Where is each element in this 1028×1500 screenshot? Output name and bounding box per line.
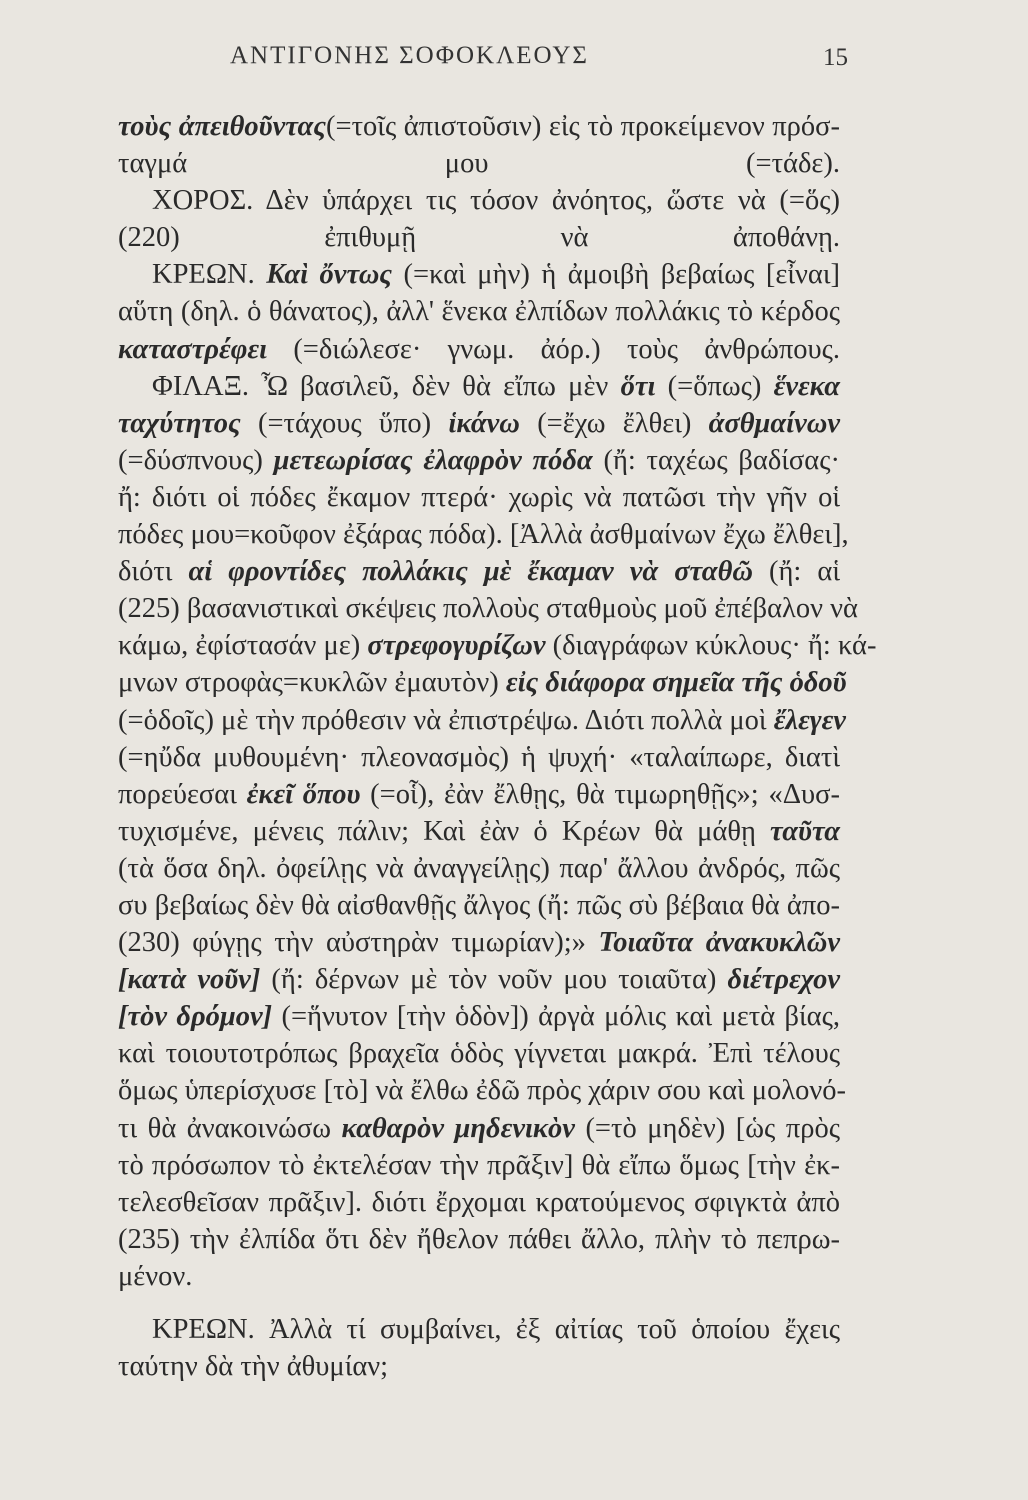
text-line (118, 850, 840, 887)
lemma-phrase: διέτρεχον (727, 964, 840, 996)
text-segment: (=ἥνυτον [τὴν ὁδὸν]) ἀργὰ μόλις καὶ μετὰ βίας, (272, 1001, 840, 1033)
text-segment: συ βεβαίως δὲν θὰ αἰσθανθῇς ἄλγος (ἤ: πῶς σὺ βέβαια θὰ ἀπο- (118, 889, 840, 921)
lemma-phrase: καθαρὸν μηδενικὸν (341, 1112, 575, 1144)
text-segment: (230) φύγῃς τὴν αὐστηρὰν τιμωρίαν);» (118, 927, 599, 959)
text-line (118, 1072, 847, 1109)
text-segment: (ἤ: δέρνων μὲ τὸν νοῦν μου τοιαῦτα) (260, 964, 728, 996)
text-line (118, 627, 877, 664)
text-segment: τελεσθεῖσαν πρᾶξιν]. διότι ἔρχομαι κρατούμενος σφιγκτὰ ἀπὸ (118, 1186, 840, 1218)
lemma-phrase: [τὸν δρόμον] (118, 1001, 273, 1033)
text-segment: μένον. (118, 1260, 193, 1292)
text-segment: τὸ πρόσωπον τὸ ἐκτελέσαν τὴν πρᾶξιν] θὰ εἴπω ὅμως [τὴν ἐκ- (118, 1149, 840, 1181)
commentary-text (118, 108, 877, 1385)
text-line (118, 1348, 840, 1385)
lemma-phrase: ἐκεῖ ὅπου (246, 778, 361, 810)
text-segment: καὶ τοιουτοτρόπως βραχεῖα ὁδὸς γίγνεται μακρά. Ἐπὶ τέλους (118, 1038, 840, 1070)
lemma-phrase: τοὺς ἀπειθοῦντας (118, 111, 327, 142)
text-line (118, 998, 840, 1035)
text-segment: (=δύσπνους) (118, 444, 274, 476)
text-segment: (=ὅπως) (655, 370, 774, 402)
lemma-phrase: [κατὰ νοῦν] (118, 964, 261, 996)
text-line (118, 219, 840, 256)
text-line (118, 1147, 840, 1184)
text-segment: (=ηὔδα μυθουμένη· πλεονασμὸς) ἡ ψυχή· «ταλαίπωρε, διατὶ (118, 741, 840, 773)
page-number: 15 (823, 44, 848, 71)
text-line (118, 516, 849, 553)
text-segment: ΦΙΛΑΞ. Ὦ βασιλεῦ, δὲν θὰ εἴπω μὲν (152, 370, 621, 402)
lemma-phrase: ταῦτα (770, 815, 840, 847)
lemma-phrase: ὅτι (620, 370, 656, 402)
text-segment: (=τάχους ὕπο) (240, 407, 449, 439)
lemma-phrase: Καὶ ὄντως (266, 259, 393, 291)
text-segment: κάμω, ἐφίστασάν με) (118, 630, 368, 662)
text-segment: (235) τὴν ἐλπίδα ὅτι δὲν ἤθελον πάθει ἄλλο, πλὴν τὸ πεπρω- (118, 1223, 840, 1255)
text-line (118, 256, 840, 293)
text-line (118, 739, 840, 776)
text-line (118, 442, 840, 479)
text-segment: (=τὸ μηδὲν) [ὡς πρὸς (574, 1112, 840, 1144)
text-line (118, 1258, 840, 1295)
text-segment: (=τοῖς ἀπιστοῦσιν) εἰς τὸ προκείμενον πρόσ- (326, 111, 840, 142)
text-line (118, 776, 840, 813)
text-segment: (ἤ: ταχέως βαδίσας· (592, 444, 840, 476)
lemma-phrase: εἰς διάφορα σημεῖα τῆς ὁδοῦ (505, 667, 847, 699)
lemma-phrase: καταστρέφει (118, 333, 267, 365)
lemma-phrase: ταχύτητος (118, 407, 241, 439)
text-segment: (220) ἐπιθυμῇ νὰ ἀποθάνῃ. (118, 222, 840, 254)
text-segment: ἤ: διότι οἱ πόδες ἔκαμον πτερά· χωρὶς νὰ πατῶσι τὴν γῆν οἱ (118, 481, 840, 513)
text-line (118, 145, 840, 182)
text-line (118, 293, 840, 330)
text-segment: πορεύεσαι (118, 778, 247, 810)
text-segment: τι θὰ ἀνακοινώσω (118, 1112, 342, 1144)
text-segment: πόδες μου=κοῦφον ἐξάρας πόδα). [Ἀλλὰ ἀσθμαίνων ἔχω ἔλθει], (118, 519, 849, 551)
text-line (118, 1035, 840, 1072)
text-segment: ταγμά μου (=τάδε). (118, 148, 840, 180)
text-line (118, 887, 840, 924)
running-head-title: ΑΝΤΙΓΟΝΗΣ ΣΟΦΟΚΛΕΟΥΣ (230, 42, 589, 69)
lemma-phrase: ἀσθμαίνων (708, 407, 840, 439)
text-segment: (225) βασανιστικαὶ σκέψεις πολλοὺς σταθμοὺς μοῦ ἐπέβαλον νὰ (118, 593, 858, 625)
text-line (118, 553, 840, 590)
text-segment: μνων στροφὰς=κυκλῶν ἐμαυτὸν) (118, 667, 506, 699)
text-segment: τυχισμένε, μένεις πάλιν; Καὶ ἐὰν ὁ Κρέων θὰ μάθῃ (118, 815, 771, 847)
text-segment: διότι (118, 556, 189, 588)
text-segment: ΧΟΡΟΣ. Δὲν ὑπάρχει τις τόσον ἀνόητος, ὥστε νὰ (=ὅς) (152, 185, 840, 217)
text-line (118, 664, 847, 701)
text-segment: ΚΡΕΩΝ. Ἀλλὰ τί συμβαίνει, ἐξ αἰτίας τοῦ ὁποίου ἔχεις (152, 1314, 840, 1345)
lemma-phrase: αἱ φροντίδες πολλάκις μὲ ἔκαμαν νὰ σταθῶ (188, 556, 753, 588)
text-segment: αὕτη (δηλ. ὁ θάνατος), ἀλλ' ἕνεκα ἐλπίδων πολλάκις τὸ κέρδος (118, 296, 840, 328)
text-line (118, 590, 858, 627)
text-line (118, 331, 840, 368)
text-line (118, 479, 840, 516)
lemma-phrase: ἕνεκα (773, 370, 840, 402)
text-segment: (ἤ: αἱ (752, 556, 840, 588)
text-segment: (διαγράφων κύκλους· ἤ: κά- (545, 630, 877, 662)
text-segment: ὅμως ὑπερίσχυσε [τὸ] νὰ ἔλθω ἐδῶ πρὸς χάριν σου καὶ μολονό- (118, 1075, 847, 1107)
lemma-phrase: ἔλεγεν (773, 704, 846, 736)
text-segment: (=οἷ), ἐὰν ἔλθῃς, θὰ τιμωρηθῇς»; «Δυσ- (360, 778, 840, 810)
text-line (118, 702, 846, 739)
text-line (118, 1311, 840, 1348)
text-line (118, 924, 840, 961)
text-line (118, 108, 840, 145)
text-line (118, 813, 840, 850)
text-line (118, 405, 840, 442)
text-segment: (=διώλεσε· γνωμ. ἀόρ.) τοὺς ἀνθρώπους. (267, 333, 840, 365)
lemma-phrase: μετεωρίσας ἐλαφρὸν πόδα (273, 444, 593, 476)
text-line (118, 1110, 840, 1147)
text-segment: (=ἔχω ἔλθει) (519, 407, 709, 439)
text-line (118, 368, 840, 405)
text-segment: (=καὶ μὴν) ἡ ἀμοιβὴ βεβαίως [εἶναι] (392, 259, 840, 291)
text-line (118, 1184, 840, 1221)
lemma-phrase: ἱκάνω (448, 407, 520, 439)
lemma-phrase: στρεφογυρίζων (367, 630, 546, 662)
text-segment: (=ὁδοῖς) μὲ τὴν πρόθεσιν νὰ ἐπιστρέψω. Διότι πολλὰ μοὶ (118, 704, 774, 736)
lemma-phrase: Τοιαῦτα ἀνακυκλῶν (598, 927, 840, 959)
text-line (118, 182, 840, 219)
text-line (118, 1221, 840, 1258)
text-line (118, 961, 840, 998)
text-segment: ταύτην δὰ τὴν ἀθυμίαν; (118, 1351, 389, 1383)
text-segment: (τὰ ὅσα δηλ. ὀφείλῃς νὰ ἀναγγείλῃς) παρ' ἄλλου ἀνδρός, πῶς (118, 852, 840, 884)
text-segment: ΚΡΕΩΝ. (152, 259, 267, 291)
